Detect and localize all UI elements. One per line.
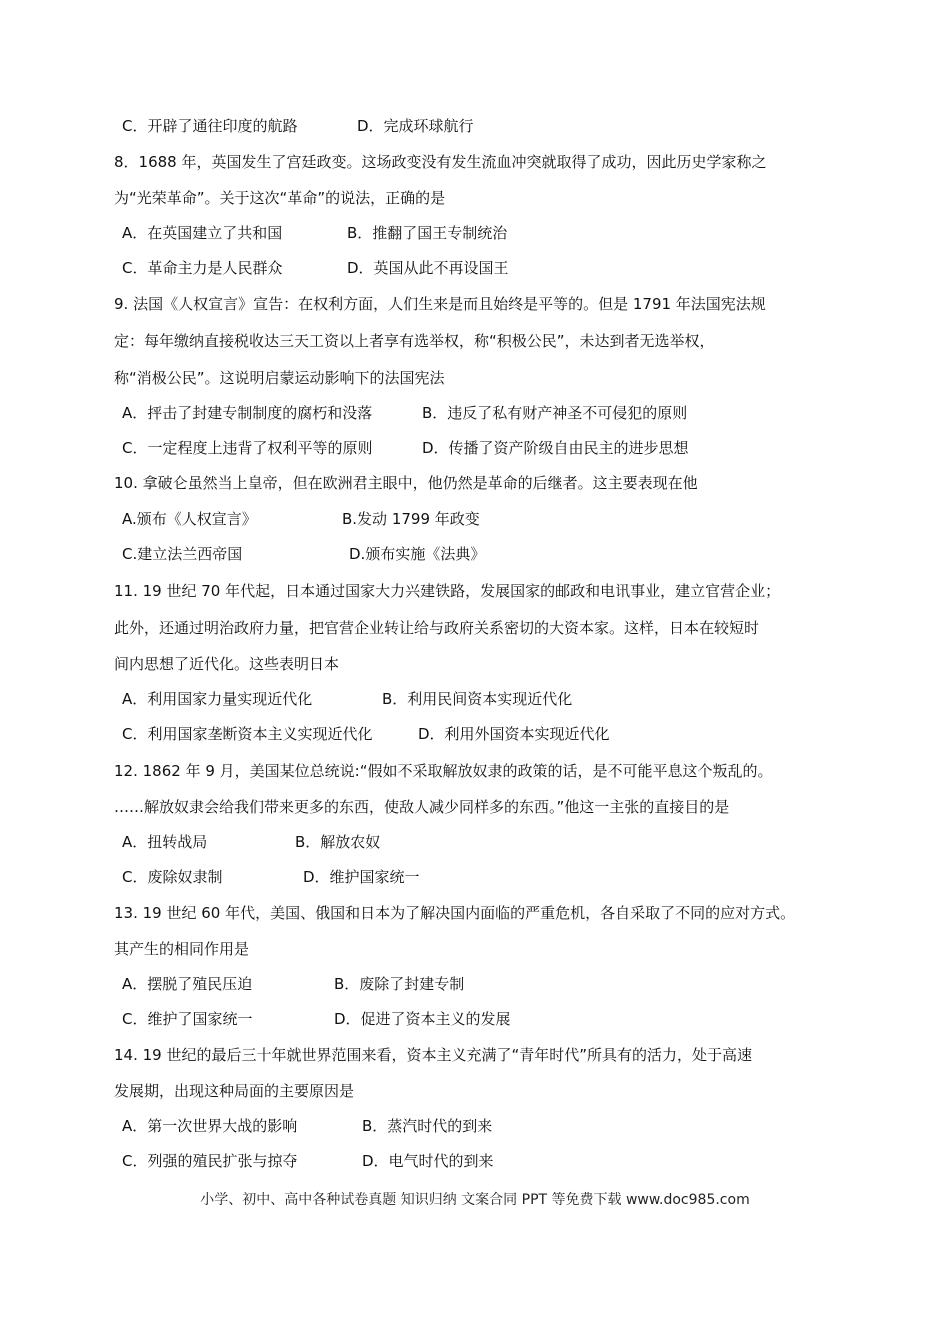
q12-stem-line2: ……解放奴隶会给我们带来更多的东西，使敌人减少同样多的东西。”他这一主张的直接目的是 [114,798,730,816]
q13-option-d: D．促进了资本主义的发展 [334,1010,511,1028]
q11-stem-line1: 11. 19 世纪 70 年代起，日本通过国家大力兴建铁路，发展国家的邮政和电讯事业，建立官营企业； [114,582,781,600]
q11-stem-line2: 此外，还通过明治政府力量，把官营企业转让给与政府关系密切的大资本家。这样，日本在较短时 [114,619,760,637]
q10-stem-line1: 10. 拿破仑虽然当上皇帝，但在欧洲君主眼中，他仍然是革命的后继者。这主要表现在他 [114,474,698,492]
q13-stem-line1: 13. 19 世纪 60 年代，美国、俄国和日本为了解决国内面临的严重危机，各自采取了不同的应对方式。 [114,904,796,922]
q11-option-b: B．利用民间资本实现近代化 [382,690,573,708]
q14-stem-line1: 14. 19 世纪的最后三十年就世界范围来看，资本主义充满了“青年时代”所具有的活力，处于高速 [114,1046,753,1064]
q9-option-a: A．抨击了封建专制制度的腐朽和没落 [122,404,373,422]
q13-option-b: B．废除了封建专制 [334,975,465,993]
q14-option-b: B．蒸汽时代的到来 [362,1117,493,1135]
q12-option-b: B．解放农奴 [295,833,381,851]
q14-option-a: A．第一次世界大战的影响 [122,1117,298,1135]
q12-option-c: C．废除奴隶制 [122,868,223,886]
footer-download-note: 小学、初中、高中各种试卷真题 知识归纳 文案合同 PPT 等免费下载 www.doc985.com [200,1192,750,1208]
q10-option-b: B.发动 1799 年政变 [342,510,480,528]
q14-stem-line2: 发展期，出现这种局面的主要原因是 [114,1082,355,1100]
q9-option-c: C．一定程度上违背了权利平等的原则 [122,439,373,457]
q10-option-a: A.颁布《人权宣言》 [122,510,257,528]
q14-option-d: D．电气时代的到来 [362,1152,494,1170]
q8-stem-line1: 8．1688 年，英国发生了宫廷政变。这场政变没有发生流血冲突就取得了成功，因此历史学家称之 [114,153,767,171]
q7-option-d: D．完成环球航行 [357,117,474,135]
q8-option-b: B．推翻了国王专制统治 [347,224,508,242]
q11-option-c: C．利用国家垄断资本主义实现近代化 [122,725,373,743]
q11-option-a: A．利用国家力量实现近代化 [122,690,313,708]
q8-option-d: D．英国从此不再设国王 [347,259,509,277]
q13-option-c: C．维护了国家统一 [122,1010,253,1028]
q9-stem-line1: 9. 法国《人权宣言》宣告：在权利方面，人们生来是而且始终是平等的。但是 1791 年法国宪法规 [114,295,766,313]
q10-option-c: C.建立法兰西帝国 [122,545,243,563]
q13-option-a: A．摆脱了殖民压迫 [122,975,253,993]
q11-option-d: D．利用外国资本实现近代化 [418,725,610,743]
q12-stem-line1: 12. 1862 年 9 月，美国某位总统说:“假如不采取解放奴隶的政策的话，是不可能平息这个叛乱的。 [114,762,773,780]
q14-option-c: C．列强的殖民扩张与掠夺 [122,1152,298,1170]
q13-stem-line2: 其产生的相同作用是 [114,940,250,958]
q9-stem-line2: 定：每年缴纳直接税收达三天工资以上者享有选举权，称“积极公民”，未达到者无选举权， [114,332,715,350]
q8-option-c: C．革命主力是人民群众 [122,259,283,277]
q12-option-d: D．维护国家统一 [303,868,420,886]
q9-option-d: D．传播了资产阶级自由民主的进步思想 [422,439,689,457]
q12-option-a: A．扭转战局 [122,833,208,851]
q7-option-c: C．开辟了通往印度的航路 [122,117,298,135]
q8-option-a: A．在英国建立了共和国 [122,224,283,242]
q10-option-d: D.颁布实施《法典》 [349,545,486,563]
q9-option-b: B．违反了私有财产神圣不可侵犯的原则 [422,404,688,422]
q8-stem-line2: 为“光荣革命”。关于这次“革命”的说法，正确的是 [114,189,446,207]
q11-stem-line3: 间内思想了近代化。这些表明日本 [114,655,340,673]
q9-stem-line3: 称“消极公民”。这说明启蒙运动影响下的法国宪法 [114,369,445,387]
